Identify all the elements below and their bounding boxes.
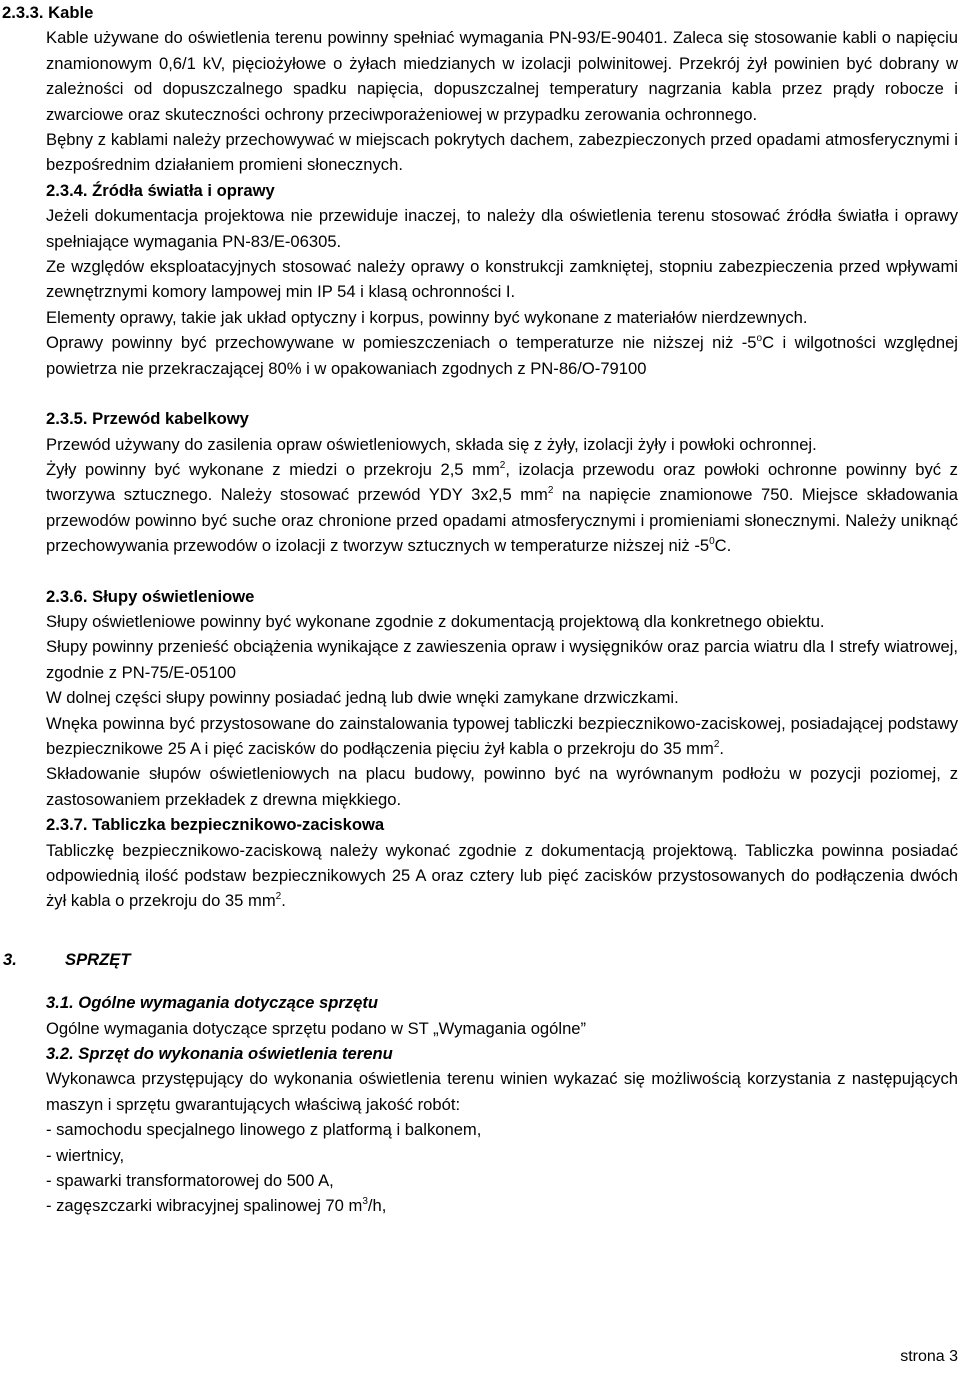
list-item: - spawarki transformatorowej do 500 A,	[46, 1171, 334, 1191]
paragraph: Wykonawca przystępujący do wykonania oświetlenia terenu winien wykazać się możliwością korzystania z następujących maszyn i sprzętu gwarantujących właściwą jakość robót:	[46, 1069, 958, 1114]
section-heading-tabliczka: 2.3.7. Tabliczka bezpiecznikowo-zaciskowa	[46, 815, 385, 835]
section-heading-slupy: 2.3.6. Słupy oświetleniowe	[46, 586, 255, 606]
paragraph: Tabliczkę bezpiecznikowo-zaciskową należy wykonać zgodnie z dokumentacją projektową. Tabliczka powinna posiadać odpowiednią ilość podstaw bezpiecznikowych 25 A oraz cztery lub pięć zacisków przystosowanych do podłączenia dwóch żył kabla o przekroju do 35 $mm^2$.	[46, 840, 958, 911]
paragraph: Jeżeli dokumentacja projektowa nie przewiduje inaczej, to należy dla oświetlenia terenu stosować źródła światła i oprawy spełniające wymagania PN-83/E-06305.	[46, 206, 958, 251]
section-heading-zrodla-swiatla: 2.3.4. Źródła światła i oprawy	[46, 180, 275, 200]
list-item: - wiertnicy,	[46, 1145, 125, 1165]
section-heading-kable: 2.3.3. Kable	[2, 3, 94, 22]
paragraph: Przewód używany do zasilenia opraw oświetleniowych, składa się z żyły, izolacji żyły i powłoki ochronnej.	[46, 434, 817, 454]
paragraph: Słupy oświetleniowe powinny być wykonane zgodnie z dokumentacją projektową dla konkretnego obiektu.	[46, 611, 825, 631]
paragraph: Słupy powinny przenieść obciążenia wynikające z zawieszenia opraw i wysięgników oraz parcia wiatru dla I strefy wiatrowej, zgodnie z PN-75/E-05100	[46, 637, 958, 682]
paragraph: Ogólne wymagania dotyczące sprzętu podano w ST „Wymagania ogólne”	[46, 1018, 587, 1038]
paragraph: Oprawy powinny być przechowywane w pomieszczeniach o temperaturze nie niższej niż -5$^o$C i wilgotności względnej powietrza nie przekraczającej 80% i w opakowaniach zgodnych z PN-86/O-79100	[46, 333, 958, 378]
paragraph: Bębny z kablami należy przechowywać w miejscach pokrytych dachem, zabezpieczonych przed opadami atmosferycznymi i bezpośrednim działaniem promieni słonecznych.	[46, 130, 958, 175]
list-item: - samochodu specjalnego linowego z platformą i balkonem,	[46, 1120, 482, 1140]
paragraph: Wnęka powinna być przystosowane do zainstalowania typowej tabliczki bezpiecznikowo-zaciskowej, posiadającej podstawy bezpiecznikowe 25 A i pięć zacisków do podłączenia pięciu żył kabla o przekroju do 35 $mm^2$.	[46, 713, 958, 758]
document-body	[2, 0, 958, 1219]
chapter-heading-sprzet: 3. SPRZĘT	[3, 949, 131, 969]
paragraph: Żyły powinny być wykonane z miedzi o przekroju 2,5 $mm^2$, izolacja przewodu oraz powłoki ochronne powinny być z tworzywa sztucznego. Należy stosować przewód YDY 3x2,5 $mm^2$ na napięcie znamionowe 750. Miejsce składowania przewodów powinno być suche oraz chronione przed opadami atmosferycznymi i promieniami słonecznymi. Należy uniknąć przechowywania przewodów o izolacji z tworzyw sztucznych w temperaturze niższej niż $-5^0C$.	[46, 459, 958, 556]
page-number: strona 3	[900, 1348, 958, 1365]
section-heading-przewod-kabelkowy: 2.3.5. Przewód kabelkowy	[46, 409, 249, 429]
subsection-heading-sprzet-oswietlenie: 3.2. Sprzęt do wykonania oświetlenia terenu	[46, 1044, 393, 1064]
list-item: - zagęszczarki wibracyjnej spalinowej 70 $m^3/h$,	[46, 1196, 387, 1216]
paragraph: W dolnej części słupy powinny posiadać jedną lub dwie wnęki zamykane drzwiczkami.	[46, 688, 679, 708]
paragraph: Ze względów eksploatacyjnych stosować należy oprawy o konstrukcji zamkniętej, stopniu zabezpieczenia przed wpływami zewnętrznymi komory lampowej min IP 54 i klasą ochronności I.	[46, 257, 958, 302]
paragraph: Elementy oprawy, takie jak układ optyczny i korpus, powinny być wykonane z materiałów nierdzewnych.	[46, 307, 808, 327]
subsection-heading-ogolne-wymagania: 3.1. Ogólne wymagania dotyczące sprzętu	[46, 993, 378, 1013]
paragraph: Kable używane do oświetlenia terenu powinny spełniać wymagania PN-93/E-90401. Zaleca się stosowanie kabli o napięciu znamionowym 0,6/1 kV, pięciożyłowe o żyłach miedzianych w izolacji polwinitowej. Przekrój żył powinien być dobrany w zależności od dopuszczalnego spadku napięcia, dopuszczalnej temperatury nagrzania kabla przez prądy robocze i zwarciowe oraz skuteczności ochrony przeciwporażeniowej w przypadku zerowania ochronnego.	[46, 28, 958, 124]
paragraph: Składowanie słupów oświetleniowych na placu budowy, powinno być na wyrównanym podłożu w pozycji poziomej, z zastosowaniem przekładek z drewna miękkiego.	[46, 764, 958, 809]
